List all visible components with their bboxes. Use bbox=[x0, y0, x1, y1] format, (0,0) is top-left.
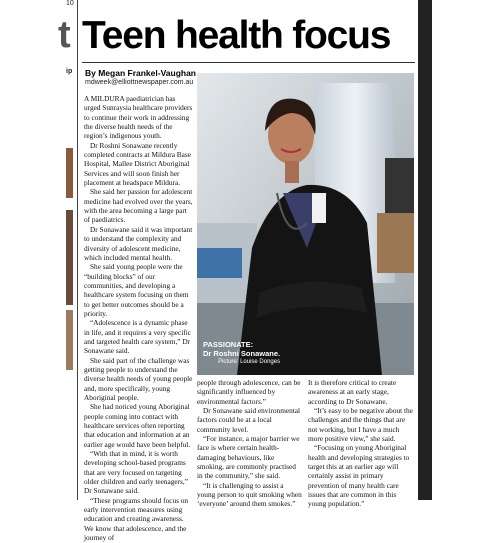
article-paragraph: Dr Sonawane said it was important to understand the complexity and diversity of adolescent medicine, which included mental health. bbox=[84, 224, 193, 262]
adjacent-photo-fragment bbox=[66, 210, 73, 305]
article-paragraph: “These programs should focus on early intervention measures using education and creating awareness. We know that adolescence, and the journey of bbox=[84, 495, 189, 543]
photo-caption bbox=[203, 340, 280, 365]
article-paragraph: “Adolescence is a dynamic phase in life, and it requires a very specific and targeted health care system,” Dr Sonawane said. bbox=[84, 318, 191, 356]
portrait-photo bbox=[197, 73, 414, 375]
article-column-3 bbox=[308, 378, 414, 509]
caption-name: Dr Roshni Sonawane. bbox=[203, 349, 281, 358]
article-paragraph: She said her passion for adolescent medicine had evolved over the years, with the area becoming a large part of paediatrics. bbox=[84, 187, 193, 225]
article-paragraph: “It is challenging to assist a young person to quit smoking when ‘everyone’ around them smokes.” bbox=[197, 480, 302, 509]
page-gutter bbox=[418, 0, 432, 500]
adjacent-byline-fragment: ip bbox=[66, 68, 73, 75]
article-paragraph: people through adolescence, can be significantly influenced by environmental factors.” bbox=[197, 378, 301, 406]
column-divider bbox=[77, 0, 78, 500]
article-paragraph: She said young people were the “building blocks” of our communities, and developing a healthcare system focusing on them to get better outcomes should be a priority. bbox=[84, 262, 189, 318]
page-margin bbox=[432, 0, 500, 500]
caption-label: PASSIONATE: bbox=[203, 340, 254, 349]
article-paragraph: “With that in mind, it is worth developing school-based programs that are very focused on targeting older children and early teenagers,” Dr Sonawane said. bbox=[84, 449, 188, 496]
article-paragraph: “For instance, a major barrier we face is where certain health-damaging behaviours, like smoking, are commonly practised in the community,” she said. bbox=[197, 434, 300, 481]
adjacent-photo-fragment bbox=[66, 310, 73, 370]
author-email: mdweek@elliottnewspaper.com.au bbox=[85, 79, 194, 86]
headline: Teen health focus bbox=[82, 14, 391, 57]
article-paragraph: Dr Roshni Sonawane recently completed contracts at Mildura Base Hospital, Mallee District Aboriginal Services and will soon finish her placement at headspace Mildura. bbox=[84, 140, 191, 188]
article-paragraph: “Focusing on young Aboriginal health and developing strategies to target this at an earlier age will certainly assist in primary prevention of many health care issues that are common in this young population.” bbox=[308, 443, 410, 509]
portrait-image bbox=[197, 73, 414, 375]
page-marker: 10 bbox=[66, 0, 74, 7]
photo-credit: Picture: Louise Donges bbox=[218, 359, 281, 365]
adjacent-headline-fragment: t bbox=[58, 14, 71, 56]
article-column-1 bbox=[84, 94, 193, 543]
article-paragraph: Dr Sonawane said environmental factors could be at a local community level. bbox=[197, 406, 301, 434]
adjacent-photo-fragment bbox=[66, 148, 73, 198]
headline-rule bbox=[82, 62, 415, 63]
adjacent-page-strip bbox=[0, 0, 78, 500]
article-paragraph: “It’s easy to be negative about the challenges and the things that are not working, but I have a much more positive view,” she said. bbox=[308, 406, 413, 444]
article-paragraph: She had noticed young Aboriginal people coming into contact with healthcare services often reporting that education and information at an earlier age would have been helpful. bbox=[84, 402, 191, 449]
article-paragraph: She said part of the challenge was getting people to understand the diverse health needs of young people and, more specifically, young Aboriginal people. bbox=[84, 355, 193, 402]
article-column-2 bbox=[197, 378, 302, 509]
article-paragraph: It is therefore critical to create awareness at an early stage, according to Dr Sonawane. bbox=[308, 378, 397, 406]
byline: By Megan Frankel-Vaughan bbox=[85, 68, 196, 78]
article-paragraph: A MILDURA paediatrician has urged Sunraysia healthcare providers to continue their work in addressing the diverse health needs of the region’s indigenous youth. bbox=[84, 94, 193, 141]
